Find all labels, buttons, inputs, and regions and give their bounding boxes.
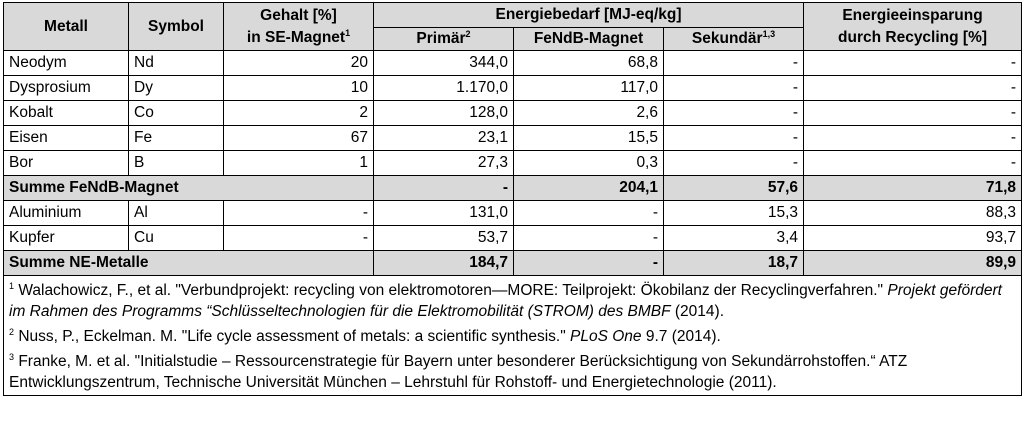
cell-symbol: Fe (129, 126, 224, 151)
header-energiebedarf: Energiebedarf [MJ-eq/kg] (374, 3, 804, 28)
table-row (4, 151, 1022, 176)
footnote-2-text-a: Nuss, P., Eckelman. M. "Life cycle assessment of metals: a scientific synthesis." (14, 328, 571, 345)
cell-primaer: 23,1 (374, 126, 514, 151)
cell-einsparung: - (804, 51, 1022, 76)
cell-primaer: 1.170,0 (374, 76, 514, 101)
cell-sekundaer: 3,4 (664, 226, 804, 251)
cell-gehalt: 2 (224, 101, 374, 126)
cell-gehalt: - (224, 226, 374, 251)
header-primaer-label: Primär (416, 30, 466, 47)
cell-einsparung: - (804, 101, 1022, 126)
footnote-3 (9, 351, 1016, 393)
energy-table (3, 2, 1022, 396)
cell-sekundaer: - (664, 101, 804, 126)
sum-magnet-fendb: 204,1 (514, 176, 664, 201)
cell-fendb: - (514, 201, 664, 226)
footnote-1-text-b: (2014). (670, 303, 724, 320)
footnote-1 (9, 280, 1016, 322)
footnote-1-text-a: Walachowicz, F., et al. "Verbundprojekt: recycling von elektromotoren—MORE: Teilprojekt: Ökobilanz der Recyclingverfahren." (14, 282, 888, 299)
header-symbol: Symbol (129, 3, 224, 51)
cell-sekundaer: - (664, 51, 804, 76)
cell-symbol: Al (129, 201, 224, 226)
energy-table-container (3, 2, 1021, 396)
cell-gehalt: 67 (224, 126, 374, 151)
sum-row-ne (4, 251, 1022, 276)
sum-ne-sekundaer: 18,7 (664, 251, 804, 276)
cell-symbol: B (129, 151, 224, 176)
table-row (4, 226, 1022, 251)
table-row (4, 101, 1022, 126)
cell-fendb: 15,5 (514, 126, 664, 151)
cell-sekundaer: - (664, 151, 804, 176)
cell-gehalt: - (224, 201, 374, 226)
footnote-1-italic: Projekt gefördert im Rahmen des Programms “Schlüsseltechnologien für die Elektromobilität (STROM) des BMBF (9, 282, 1002, 320)
cell-symbol: Co (129, 101, 224, 126)
cell-fendb: 0,3 (514, 151, 664, 176)
header-sekundaer-sup: 1,3 (762, 28, 776, 39)
footnote-3-number: 3 (9, 351, 15, 362)
cell-metall: Bor (4, 151, 129, 176)
cell-primaer: 53,7 (374, 226, 514, 251)
header-einsparung-line2: durch Recycling [%] (838, 28, 988, 46)
sum-magnet-label: Summe FeNdB-Magnet (4, 176, 374, 201)
cell-symbol: Cu (129, 226, 224, 251)
footnote-2-italic: PLoS One (570, 328, 642, 345)
cell-metall: Dysprosium (4, 76, 129, 101)
table-row (4, 76, 1022, 101)
cell-metall: Kupfer (4, 226, 129, 251)
cell-primaer: 27,3 (374, 151, 514, 176)
cell-einsparung: - (804, 151, 1022, 176)
cell-metall: Neodym (4, 51, 129, 76)
cell-primaer: 131,0 (374, 201, 514, 226)
cell-primaer: 128,0 (374, 101, 514, 126)
header-primaer-sup: 2 (465, 28, 471, 39)
cell-fendb: 68,8 (514, 51, 664, 76)
header-metall: Metall (4, 3, 129, 51)
cell-gehalt: 10 (224, 76, 374, 101)
table-row (4, 51, 1022, 76)
cell-sekundaer: 15,3 (664, 201, 804, 226)
header-primaer (374, 28, 514, 51)
sum-magnet-sekundaer: 57,6 (664, 176, 804, 201)
cell-metall: Aluminium (4, 201, 129, 226)
sum-row-magnet (4, 176, 1022, 201)
footnotes-cell (4, 276, 1022, 396)
cell-einsparung: - (804, 126, 1022, 151)
cell-fendb: - (514, 226, 664, 251)
cell-fendb: 117,0 (514, 76, 664, 101)
cell-metall: Kobalt (4, 101, 129, 126)
cell-primaer: 344,0 (374, 51, 514, 76)
sum-magnet-einsparung: 71,8 (804, 176, 1022, 201)
cell-symbol: Dy (129, 76, 224, 101)
header-gehalt (224, 3, 374, 51)
footnotes-row (4, 276, 1022, 396)
sum-magnet-primaer: - (374, 176, 514, 201)
cell-einsparung: - (804, 76, 1022, 101)
footnote-2-number: 2 (9, 326, 15, 337)
cell-sekundaer: - (664, 126, 804, 151)
sum-ne-einsparung: 89,9 (804, 251, 1022, 276)
cell-symbol: Nd (129, 51, 224, 76)
footnote-2-text-b: 9.7 (2014). (641, 328, 721, 345)
cell-einsparung: 93,7 (804, 226, 1022, 251)
header-row-1 (4, 3, 1022, 28)
footnote-2 (9, 326, 1016, 347)
footnote-3-text: Franke, M. et al. "Initialstudie – Ressourcenstrategie für Bayern unter besonderer Berücksichtigung von Sekundärrohstoffen.“ ATZ Entwicklungszentrum, Technische Universität München – Lehrstuhl für Rohstoff- und Energietechnologie (2011). (9, 353, 908, 391)
cell-gehalt: 1 (224, 151, 374, 176)
header-gehalt-line1: Gehalt [%] (260, 6, 337, 24)
cell-gehalt: 20 (224, 51, 374, 76)
footnote-1-number: 1 (9, 280, 15, 291)
cell-sekundaer: - (664, 76, 804, 101)
header-gehalt-sup: 1 (345, 27, 351, 38)
header-einsparung-line1: Energieeinsparung (842, 6, 983, 24)
table-row (4, 201, 1022, 226)
header-sekundaer (664, 28, 804, 51)
cell-einsparung: 88,3 (804, 201, 1022, 226)
cell-fendb: 2,6 (514, 101, 664, 126)
header-fendb: FeNdB-Magnet (514, 28, 664, 51)
sum-ne-label: Summe NE-Metalle (4, 251, 374, 276)
table-row (4, 126, 1022, 151)
sum-ne-fendb: - (514, 251, 664, 276)
cell-metall: Eisen (4, 126, 129, 151)
header-gehalt-line2: in SE-Magnet (246, 28, 346, 46)
header-einsparung (804, 3, 1022, 51)
sum-ne-primaer: 184,7 (374, 251, 514, 276)
header-sekundaer-label: Sekundär (691, 30, 763, 47)
